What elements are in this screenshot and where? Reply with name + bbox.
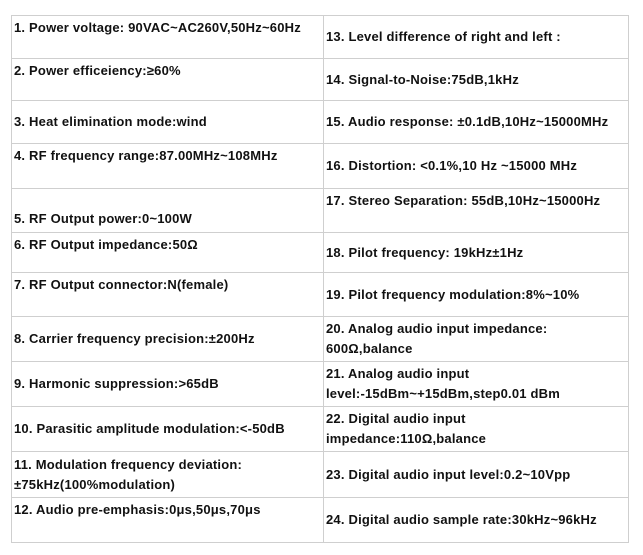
spec-cell-16: 16. Distortion: <0.1%,10 Hz ~15000 MHz: [324, 144, 629, 189]
spec-cell-24: 24. Digital audio sample rate:30kHz~96kHz: [324, 498, 629, 543]
table-row: [12, 101, 629, 144]
table-row: [12, 452, 629, 498]
spec-cell-13: 13. Level difference of right and left :: [324, 16, 629, 59]
spec-cell-14: 14. Signal-to-Noise:75dB,1kHz: [324, 59, 629, 101]
specifications-table: [11, 15, 629, 543]
spec-cell-23: 23. Digital audio input level:0.2~10Vpp: [324, 452, 629, 498]
table-row: [12, 407, 629, 452]
spec-cell-5: 5. RF Output power:0~100W: [12, 189, 324, 233]
spec-cell-4: 4. RF frequency range:87.00MHz~108MHz: [12, 144, 324, 189]
spec-cell-8: 8. Carrier frequency precision:±200Hz: [12, 317, 324, 362]
spec-cell-18: 18. Pilot frequency: 19kHz±1Hz: [324, 233, 629, 273]
table-row: [12, 233, 629, 273]
spec-cell-22: 22. Digital audio input impedance:110Ω,balance: [324, 407, 629, 452]
spec-cell-11: 11. Modulation frequency deviation: ±75kHz(100%modulation): [12, 452, 324, 498]
table-row: [12, 273, 629, 317]
spec-cell-20: 20. Analog audio input impedance: 600Ω,balance: [324, 317, 629, 362]
spec-cell-7: 7. RF Output connector:N(female): [12, 273, 324, 317]
spec-cell-10: 10. Parasitic amplitude modulation:<-50dB: [12, 407, 324, 452]
spec-cell-17: 17. Stereo Separation: 55dB,10Hz~15000Hz: [324, 189, 629, 233]
spec-cell-15: 15. Audio response: ±0.1dB,10Hz~15000MHz: [324, 101, 629, 144]
table-row: [12, 189, 629, 233]
table-row: [12, 362, 629, 407]
table-row: [12, 144, 629, 189]
spec-cell-2: 2. Power efficeiency:≥60%: [12, 59, 324, 101]
spec-cell-9: 9. Harmonic suppression:>65dB: [12, 362, 324, 407]
spec-cell-19: 19. Pilot frequency modulation:8%~10%: [324, 273, 629, 317]
spec-cell-1: 1. Power voltage: 90VAC~AC260V,50Hz~60Hz: [12, 16, 324, 59]
table-row: [12, 317, 629, 362]
table-row: [12, 16, 629, 59]
spec-cell-21: 21. Analog audio input level:-15dBm~+15dBm,step0.01 dBm: [324, 362, 629, 407]
table-row: [12, 59, 629, 101]
spec-cell-6: 6. RF Output impedance:50Ω: [12, 233, 324, 273]
spec-cell-12: 12. Audio pre-emphasis:0μs,50μs,70μs: [12, 498, 324, 543]
table-row: [12, 498, 629, 543]
spec-cell-3: 3. Heat elimination mode:wind: [12, 101, 324, 144]
